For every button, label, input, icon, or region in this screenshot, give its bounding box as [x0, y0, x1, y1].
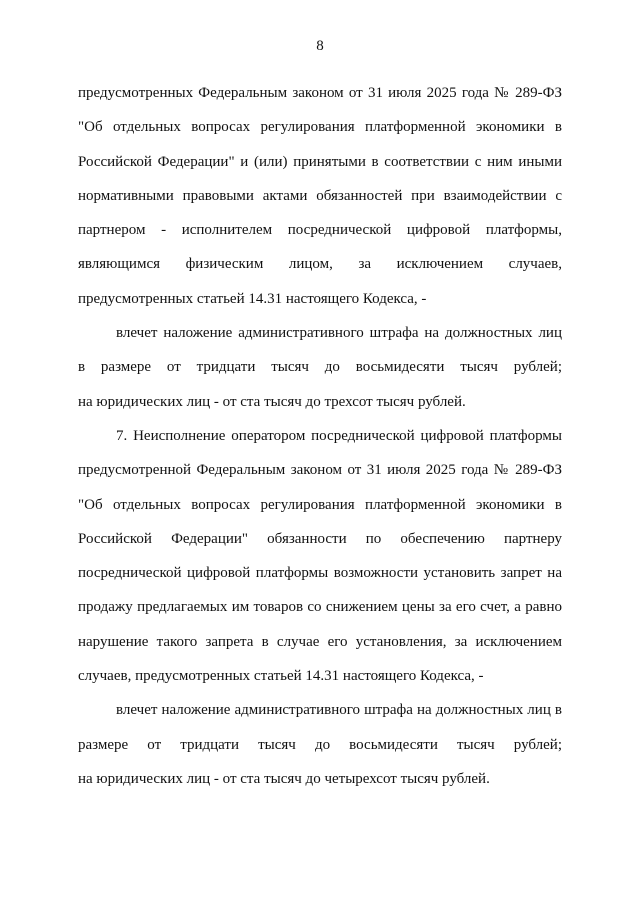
paragraph-4	[78, 701, 562, 804]
text-line: предусмотренной Федеральным законом от 31 июля 2025 года № 289-ФЗ	[78, 462, 562, 479]
text-line: предусмотренных статьей 14.31 настоящего Кодекса, -	[78, 290, 427, 307]
text-line: влечет наложение административного штрафа на должностных лиц в	[116, 702, 562, 719]
text-line: нормативными правовыми актами обязанностей при взаимодействии с	[78, 187, 562, 204]
text-line: Российской Федерации" и (или) принятыми в соответствии с ним иными	[78, 153, 562, 170]
text-line: нарушение такого запрета в случае его установления, за исключением	[78, 633, 562, 650]
text-line: на юридических лиц - от ста тысяч до четырехсот тысяч рублей.	[78, 770, 490, 787]
paragraph-3	[78, 427, 562, 701]
text-line: размере от тридцати тысяч до восьмидесяти тысяч рублей;	[78, 736, 562, 753]
text-line: случаев, предусмотренных статьей 14.31 настоящего Кодекса, -	[78, 668, 484, 685]
text-line: посреднической цифровой платформы возможности установить запрет на	[78, 565, 562, 582]
text-line: "Об отдельных вопросах регулирования платформенной экономики в	[78, 496, 562, 513]
text-line: предусмотренных Федеральным законом от 31 июля 2025 года № 289-ФЗ	[78, 85, 562, 101]
text-line: на юридических лиц - от ста тысяч до трехсот тысяч рублей.	[78, 393, 466, 410]
document-body	[78, 84, 562, 804]
text-line: 7. Неисполнение оператором посреднической цифровой платформы	[116, 427, 562, 444]
paragraph-2	[78, 324, 562, 427]
text-line: продажу предлагаемых им товаров со снижением цены за его счет, а равно	[78, 599, 562, 616]
text-line: партнером - исполнителем посреднической цифровой платформы,	[78, 222, 562, 239]
text-line: "Об отдельных вопросах регулирования платформенной экономики в	[78, 119, 562, 136]
text-line: влечет наложение административного штрафа на должностных лиц	[116, 325, 562, 342]
paragraph-1	[78, 84, 562, 324]
text-line: являющимся физическим лицом, за исключением случаев,	[78, 256, 562, 273]
text-line: Российской Федерации" обязанности по обеспечению партнеру	[78, 530, 562, 547]
text-line: в размере от тридцати тысяч до восьмидесяти тысяч рублей;	[78, 359, 562, 376]
page-number: 8	[316, 38, 324, 54]
